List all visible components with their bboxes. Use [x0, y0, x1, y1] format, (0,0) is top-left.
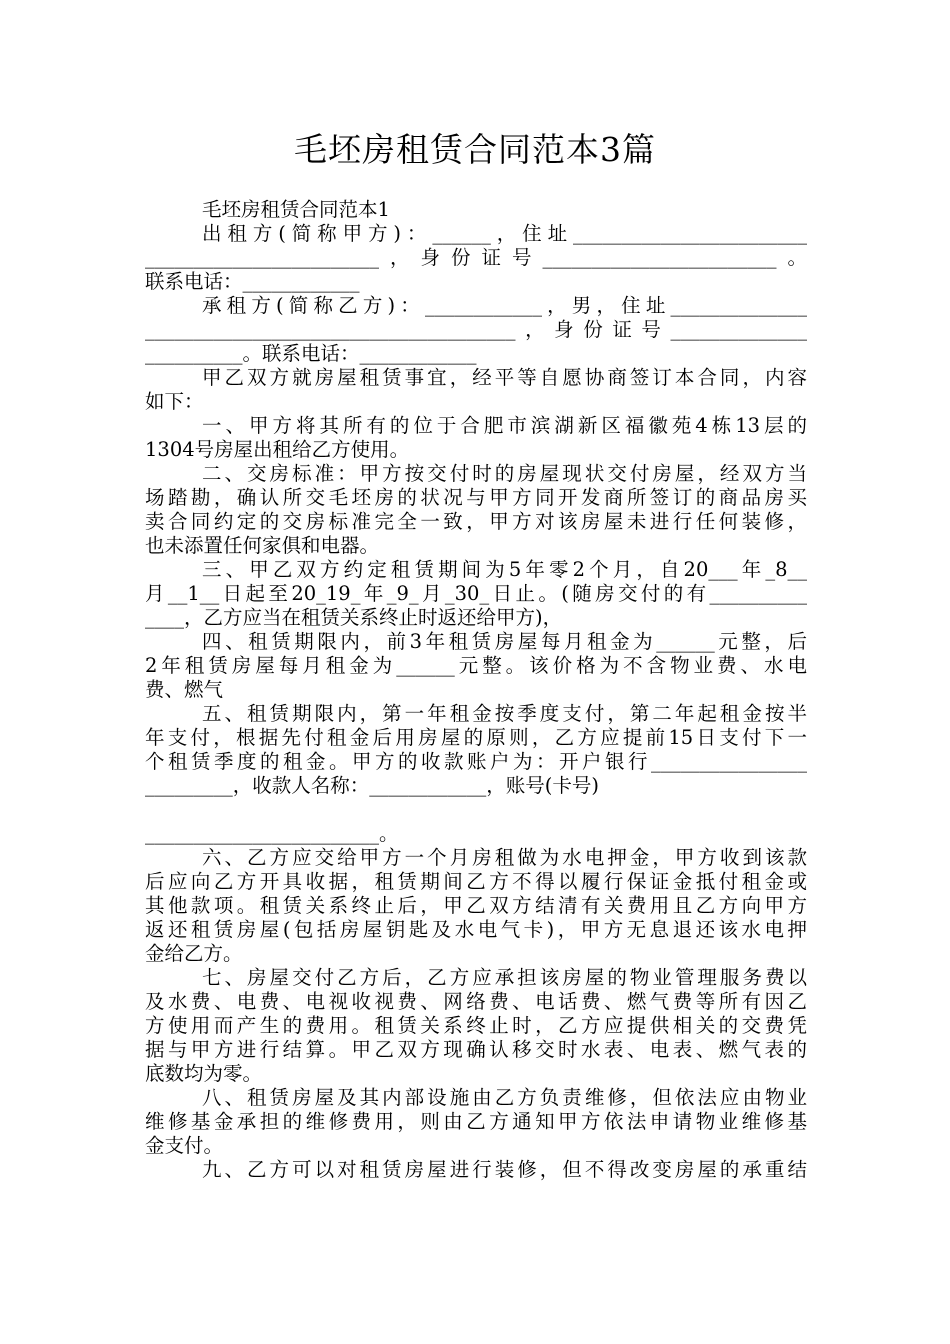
text-line: 七、房屋交付乙方后，乙方应承担该房屋的物业管理服务费以 [202, 966, 807, 989]
text-line: 二、交房标准：甲方按交付时的房屋现状交付房屋，经双方当 [202, 462, 807, 485]
blank-line [145, 798, 807, 822]
text-line: 出租方(简称甲方)：______，住址________________________ [202, 222, 807, 245]
text-line: ______________________________________，身份证号______________ [145, 318, 807, 341]
text-line: 方使用而产生的费用。租赁关系终止时，乙方应提供相关的交费凭 [145, 1014, 807, 1037]
text-line: __________。联系电话：____________ [145, 342, 477, 365]
text-line: 承租方(简称乙方)：____________，男，住址______________ [202, 294, 807, 317]
text-line: 六、乙方应交给甲方一个月房租做为水电押金，甲方收到该款 [202, 846, 807, 869]
text-line: _________，收款人名称：____________，账号(卡号) [145, 774, 599, 797]
text-line: 四、租赁期限内，前3年租赁房屋每月租金为______元整，后 [202, 630, 807, 653]
text-line: 三、甲乙双方约定租赁期间为5年零2个月，自20___年_8__ [202, 558, 807, 581]
document-title: 毛坯房租赁合同范本3篇 [294, 130, 656, 169]
text-line: 底数均为零。 [145, 1062, 263, 1085]
text-line: 1304号房屋出租给乙方使用。 [145, 438, 410, 461]
text-line: 如下： [145, 390, 204, 413]
text-line: 月__1__日起至20_19_年_9_月_30_日止。(随房交付的有__________ [145, 582, 807, 605]
text-line: 场踏勘，确认所交毛坯房的状况与甲方同开发商所签订的商品房买 [145, 486, 807, 509]
text-line: 据与甲方进行结算。甲乙双方现确认移交时水表、电表、燃气表的 [145, 1038, 807, 1061]
text-line: ____，乙方应当在租赁关系终止时返还给甲方)， [145, 606, 563, 629]
text-line: 个租赁季度的租金。甲方的收款账户为：开户银行________________ [145, 750, 807, 773]
text-line: ________________________，身份证号________________________。 [145, 246, 807, 269]
text-line: 后应向乙方开具收据，租赁期间乙方不得以履行保证金抵付租金或 [145, 870, 807, 893]
text-line: 八、租赁房屋及其内部设施由乙方负责维修，但依法应由物业 [202, 1086, 807, 1109]
text-line: 金支付。 [145, 1134, 224, 1157]
text-line: 2年租赁房屋每月租金为______元整。该价格为不含物业费、水电 [145, 654, 807, 677]
text-line: 也未添置任何家俱和电器。 [145, 534, 380, 557]
text-line: ________________________。 [145, 822, 399, 845]
text-line: 一、甲方将其所有的位于合肥市滨湖新区福徽苑4栋13层的 [202, 414, 807, 437]
text-line: 金给乙方。 [145, 942, 243, 965]
text-line: 返还租赁房屋(包括房屋钥匙及水电气卡)，甲方无息退还该水电押 [145, 918, 807, 941]
text-line: 其他款项。租赁关系终止后，甲乙双方结清有关费用且乙方向甲方 [145, 894, 807, 917]
text-line: 五、租赁期限内，第一年租金按季度支付，第二年起租金按半 [202, 702, 807, 725]
text-line: 及水费、电费、电视收视费、网络费、电话费、燃气费等所有因乙 [145, 990, 807, 1013]
text-line: 联系电话：____________ [145, 270, 360, 293]
text-line: 甲乙双方就房屋租赁事宜，经平等自愿协商签订本合同，内容 [202, 366, 807, 389]
text-line: 年支付，根据先付租金后用房屋的原则，乙方应提前15日支付下一 [145, 726, 807, 749]
text-line: 费、燃气 [145, 678, 224, 701]
document-body [145, 198, 807, 1182]
text-line: 维修基金承担的维修费用，则由乙方通知甲方依法申请物业维修基 [145, 1110, 807, 1133]
text-line: 九、乙方可以对租赁房屋进行装修，但不得改变房屋的承重结 [202, 1158, 807, 1181]
section-heading: 毛坯房租赁合同范本1 [202, 198, 390, 221]
text-line: 卖合同约定的交房标准完全一致，甲方对该房屋未进行任何装修， [145, 510, 807, 533]
